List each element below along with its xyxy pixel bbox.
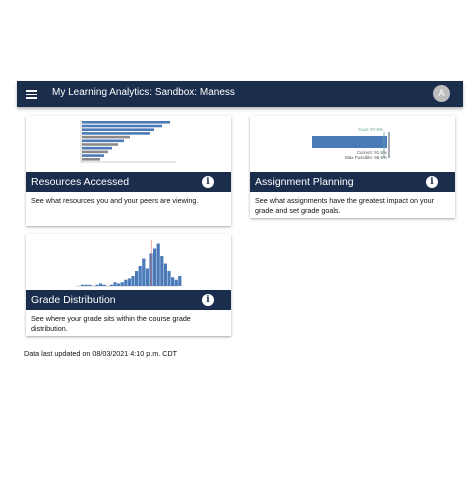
- histogram-bar: [164, 264, 167, 287]
- resource-bar: [82, 151, 108, 154]
- max-possible-label: Max Possible: 96.5%: [344, 155, 387, 160]
- histogram-bar: [167, 271, 170, 286]
- histogram-bar: [117, 284, 120, 287]
- assignment-planning-card[interactable]: [250, 116, 455, 218]
- card-description: See what assignments have the greatest impact on your grade and set grade goals.: [255, 196, 434, 215]
- histogram-bar: [153, 249, 156, 287]
- hamburger-menu-icon[interactable]: [26, 89, 37, 99]
- data-last-updated: Data last updated on 08/03/2021 4:10 p.m. CDT: [24, 349, 178, 358]
- resource-bar: [82, 143, 118, 146]
- app-title: My Learning Analytics: Sandbox: Maness: [52, 87, 235, 98]
- assignment-progress-thumbnail: [250, 116, 455, 172]
- histogram-bar: [142, 259, 145, 287]
- card-description: See what resources you and your peers are viewing.: [31, 196, 199, 205]
- histogram-bar: [178, 276, 181, 286]
- resources-accessed-card[interactable]: [26, 116, 231, 226]
- resource-bar: [82, 128, 154, 131]
- user-avatar[interactable]: A: [433, 85, 450, 102]
- histogram-bar: [157, 244, 160, 287]
- progress-bar-fill: [312, 136, 387, 148]
- card-title: Resources Accessed: [31, 176, 130, 188]
- resource-bar: [82, 140, 124, 143]
- grade-distribution-card[interactable]: [26, 234, 231, 336]
- histogram-bar: [85, 285, 88, 286]
- current-label: Current: 91.5%: [356, 150, 387, 155]
- histogram-bar: [135, 271, 138, 286]
- histogram-bar: [121, 282, 124, 286]
- resource-bar: [82, 147, 112, 150]
- resource-bar: [82, 125, 162, 128]
- resource-bar: [82, 158, 100, 161]
- histogram-bar: [131, 276, 134, 286]
- resources-bar-chart-thumbnail: [26, 116, 231, 172]
- histogram-bar: [160, 256, 163, 286]
- info-icon[interactable]: i: [202, 294, 214, 306]
- card-description: See where your grade sits within the course grade distribution.: [31, 314, 191, 333]
- grade-histogram-thumbnail: [26, 234, 231, 290]
- histogram-bar: [103, 285, 106, 286]
- histogram-bar: [88, 285, 91, 286]
- resources-accessed-preview: [26, 116, 231, 172]
- histogram-bar: [128, 279, 131, 287]
- assignment-planning-preview: [250, 116, 455, 172]
- histogram-bar: [146, 269, 149, 287]
- card-title: Grade Distribution: [31, 294, 116, 306]
- card-title-bar: [26, 172, 231, 192]
- info-icon[interactable]: i: [426, 176, 438, 188]
- info-icon[interactable]: i: [202, 176, 214, 188]
- resource-bar: [82, 132, 150, 135]
- histogram-bar: [99, 284, 102, 287]
- resource-bar: [82, 121, 170, 124]
- goal-label: Goal: 87.6%: [358, 127, 383, 132]
- histogram-bar: [110, 285, 113, 286]
- histogram-bar: [139, 266, 142, 286]
- app-bar: [17, 81, 463, 107]
- histogram-bar: [113, 282, 116, 286]
- resource-bar: [82, 154, 104, 157]
- card-title: Assignment Planning: [255, 176, 354, 188]
- histogram-bar: [175, 280, 178, 286]
- histogram-bar: [81, 285, 84, 286]
- grade-distribution-preview: [26, 234, 231, 290]
- resource-bar: [82, 136, 130, 139]
- histogram-bar: [171, 277, 174, 286]
- card-title-bar: [26, 290, 231, 310]
- card-title-bar: [250, 172, 455, 192]
- histogram-bar: [124, 280, 127, 286]
- histogram-bar: [95, 285, 98, 286]
